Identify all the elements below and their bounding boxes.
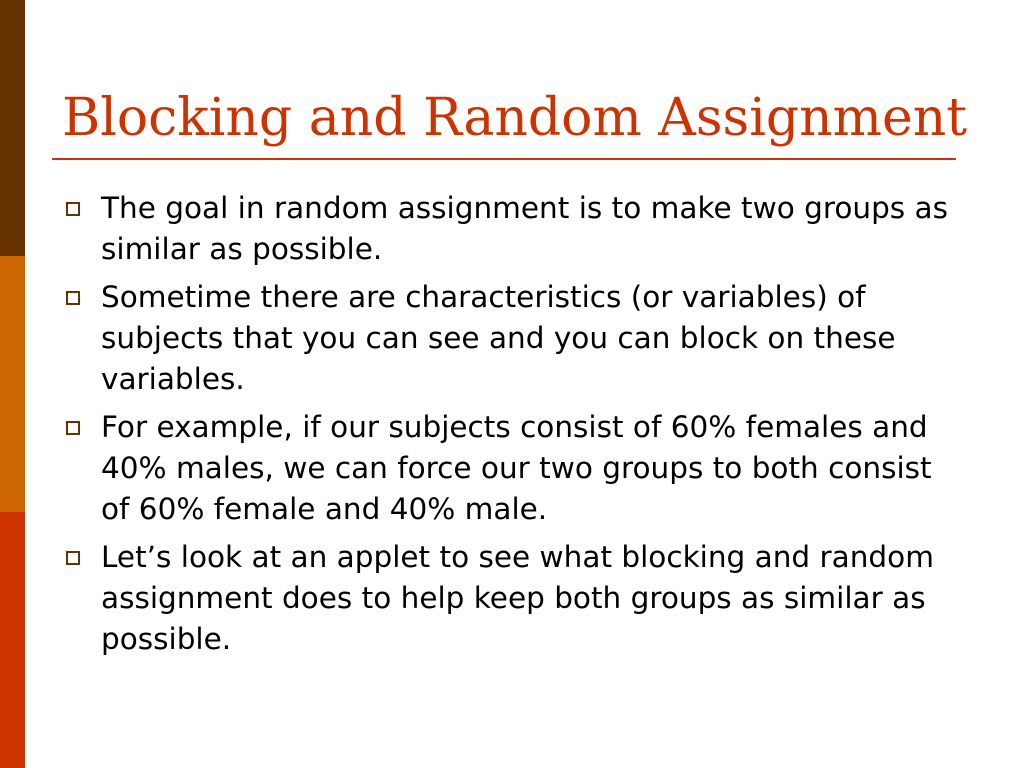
square-bullet-icon — [66, 202, 80, 216]
slide-title: Blocking and Random Assignment — [62, 88, 968, 148]
bullet-item — [64, 277, 964, 400]
side-strip-middle-segment — [0, 256, 25, 512]
bullet-text: For example, if our subjects consist of 60% females and 40% males, we can force our two groups to both consist of 60% female and 40% male. — [101, 410, 932, 526]
bullet-text: The goal in random assignment is to make two groups as similar as possible. — [101, 191, 948, 266]
side-strip-bottom-segment — [0, 512, 25, 768]
bullet-item — [64, 537, 964, 660]
square-bullet-icon — [66, 421, 80, 435]
bullet-item — [64, 407, 964, 530]
bullet-item — [64, 188, 964, 270]
bullet-text: Let’s look at an applet to see what blocking and random assignment does to help keep both groups as similar as possible. — [101, 540, 934, 656]
title-underline-divider — [52, 158, 956, 160]
decorative-side-strip — [0, 0, 25, 768]
bullet-text: Sometime there are characteristics (or variables) of subjects that you can see and you can block on these variables. — [101, 280, 896, 396]
square-bullet-icon — [66, 291, 80, 305]
bullet-list — [64, 188, 964, 667]
side-strip-top-segment — [0, 0, 25, 256]
square-bullet-icon — [66, 551, 80, 565]
